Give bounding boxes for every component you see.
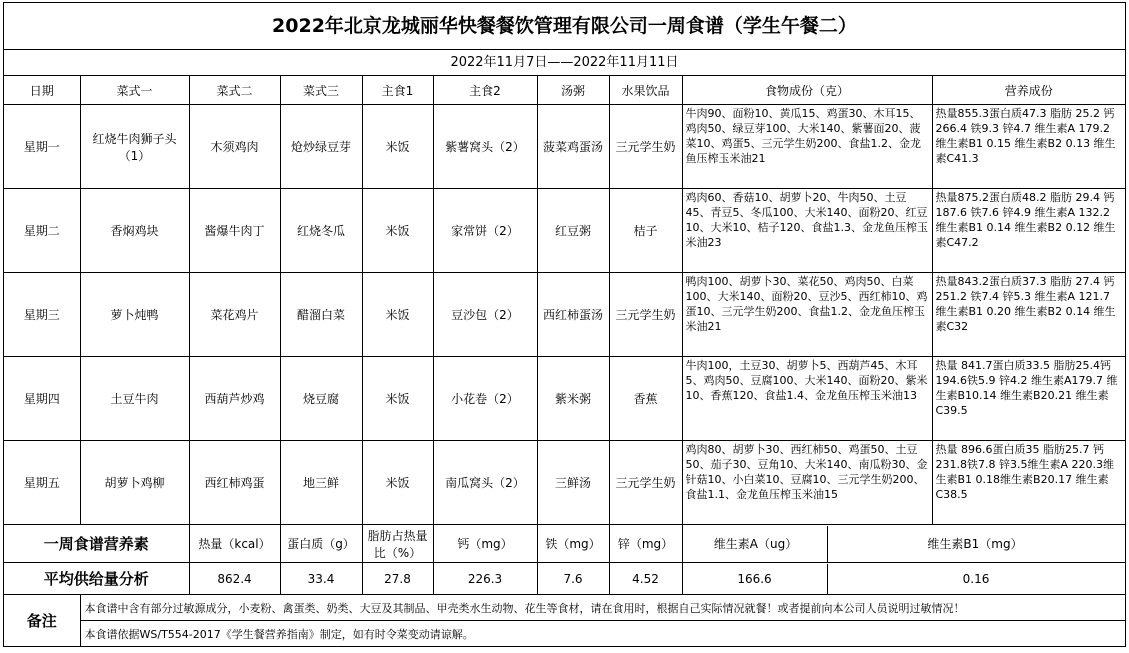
header-soup: 汤粥	[537, 76, 609, 105]
soup-cell: 菠菜鸡蛋汤	[537, 105, 609, 189]
staple1-cell: 米饭	[362, 189, 433, 273]
ingredients-cell: 鸭肉100、胡萝卜30、菜花50、鸡肉50、白菜100、大米140、面粉20、豆沙5、西红柿10、鸡蛋10、三元学生奶200、食盐1.2、金龙鱼压榨玉米油21	[682, 273, 932, 357]
dish3-cell: 炝炒绿豆芽	[280, 105, 362, 189]
fruit-cell: 三元学生奶	[609, 273, 682, 357]
staple2-cell: 豆沙包（2）	[433, 273, 537, 357]
notes-table	[4, 595, 1125, 647]
day-label: 星期五	[4, 441, 80, 525]
value-vit-a: 166.6	[683, 564, 828, 594]
nutrient-header-protein: 蛋白质（g）	[280, 525, 362, 563]
ingredients-cell: 牛肉90、面粉10、黄瓜15、鸡蛋30、木耳15、鸡肉50、绿豆芽100、大米140、紫薯面20、菠菜10、鸡蛋5、三元学生奶200、食盐1.2、金龙鱼压榨玉米油21	[682, 105, 932, 189]
value-calcium: 226.3	[433, 563, 537, 595]
staple2-cell: 家常饼（2）	[433, 189, 537, 273]
nutrition-cell: 热量875.2蛋白质48.2 脂肪 29.4 钙 187.6 铁7.6 锌4.9 维生素A 132.2 维生素B1 0.14 维生素B2 0.12 维生素C47.2	[932, 189, 1125, 273]
guideline-note: 本食谱依据WS/T554-2017《学生餐营养指南》制定，如有时令菜变动请谅解。	[80, 621, 1125, 647]
header-dish3: 菜式三	[280, 76, 362, 105]
day-label: 星期二	[4, 189, 80, 273]
fruit-cell: 三元学生奶	[609, 105, 682, 189]
staple2-cell: 紫薯窝头（2）	[433, 105, 537, 189]
header-dish1: 菜式一	[80, 76, 189, 105]
nutrition-cell: 热量 841.7蛋白质33.5 脂肪25.4钙194.6铁5.9 锌4.2 维生素A179.7 维生素B10.14 维生素B20.21 维生素C39.5	[932, 357, 1125, 441]
summary-label-weekly: 一周食谱营养素	[4, 525, 189, 563]
notes-row-2	[4, 621, 1125, 647]
menu-sheet	[3, 2, 1126, 647]
dish2-cell: 西葫芦炒鸡	[189, 357, 280, 441]
nutrition-cell: 热量843.2蛋白质37.3 脂肪 27.4 钙 251.2 铁7.4 锌5.3 维生素A 121.7 维生素B1 0.20 维生素B2 0.14 维生素C32	[932, 273, 1125, 357]
nutrient-header-row	[4, 525, 1125, 563]
notes-row-1	[4, 595, 1125, 621]
date-range: 2022年11月7日——2022年11月11日	[4, 50, 1125, 76]
ingredients-cell: 鸡肉80、胡萝卜30、西红柿50、鸡蛋50、土豆50、茄子30、豆角10、大米140、南瓜粉30、金针菇10、小白菜10、豆腐10、三元学生奶200、食盐1.1、金龙鱼压榨玉米油15	[682, 441, 932, 525]
nutrient-header-vit-b1: 维生素B1（mg）	[927, 536, 1023, 551]
dish1-cell: 萝卜炖鸭	[80, 273, 189, 357]
nutrient-header-vit-a-b1	[682, 525, 1125, 563]
table-row	[4, 189, 1125, 273]
header-row	[4, 76, 1125, 105]
soup-cell: 西红柿蛋汤	[537, 273, 609, 357]
ingredients-cell: 牛肉100，土豆30、胡萝卜5、西葫芦45、木耳5、鸡肉50、豆腐100、大米140、面粉20、紫米10、香蕉120、食盐1.4、金龙鱼压榨玉米油13	[682, 357, 932, 441]
day-label: 星期一	[4, 105, 80, 189]
dish3-cell: 红烧冬瓜	[280, 189, 362, 273]
dish2-cell: 西红柿鸡蛋	[189, 441, 280, 525]
page-title: 2022年北京龙城丽华快餐餐饮管理有限公司一周食谱（学生午餐二）	[4, 3, 1125, 50]
dish1-cell: 香焖鸡块	[80, 189, 189, 273]
dish3-cell: 醋溜白菜	[280, 273, 362, 357]
staple1-cell: 米饭	[362, 273, 433, 357]
dish3-cell: 烧豆腐	[280, 357, 362, 441]
header-ingredients: 食物成份（克）	[682, 76, 932, 105]
value-vit-b1: 0.16	[962, 571, 990, 586]
fruit-cell: 香蕉	[609, 357, 682, 441]
value-vit-a-b1	[682, 563, 1125, 595]
soup-cell: 三鲜汤	[537, 441, 609, 525]
staple2-cell: 南瓜窝头（2）	[433, 441, 537, 525]
staple2-cell: 小花卷（2）	[433, 357, 537, 441]
ingredients-cell: 鸡肉60、香菇10、胡萝卜20、牛肉50、土豆45、青豆5、冬瓜100、大米140、面粉20、红豆10、大米10、桔子120、食盐1.3、金龙鱼压榨玉米油23	[682, 189, 932, 273]
allergen-note: 本食谱中含有部分过敏源成分，小麦粉、禽蛋类、奶类、大豆及其制品、甲壳类水生动物、花生等食材，请在食用时，根据自己实际情况就餐！或者提前向本公司人员说明过敏情况！	[80, 595, 1125, 621]
soup-cell: 紫米粥	[537, 357, 609, 441]
value-iron: 7.6	[537, 563, 609, 595]
nutrition-cell: 热量 896.6蛋白质35 脂肪25.7 钙231.8铁7.8 锌3.5维生素A 220.3维生素B1 0.18维生素B20.17 维生素C38.5	[932, 441, 1125, 525]
staple1-cell: 米饭	[362, 441, 433, 525]
staple1-cell: 米饭	[362, 357, 433, 441]
day-label: 星期三	[4, 273, 80, 357]
value-protein: 33.4	[280, 563, 362, 595]
notes-label: 备注	[4, 595, 80, 646]
table-row	[4, 105, 1125, 189]
nutrient-header-fat-ratio: 脂肪占热量比（%）	[362, 525, 433, 563]
staple1-cell: 米饭	[362, 105, 433, 189]
weekly-menu-table	[4, 76, 1125, 595]
dish2-cell: 木须鸡肉	[189, 105, 280, 189]
fruit-cell: 桔子	[609, 189, 682, 273]
header-dish2: 菜式二	[189, 76, 280, 105]
table-row	[4, 441, 1125, 525]
dish2-cell: 菜花鸡片	[189, 273, 280, 357]
nutrient-header-iron: 铁（mg）	[537, 525, 609, 563]
table-row	[4, 357, 1125, 441]
dish1-cell: 红烧牛肉狮子头（1）	[80, 105, 189, 189]
fruit-cell: 三元学生奶	[609, 441, 682, 525]
value-energy: 862.4	[189, 563, 280, 595]
soup-cell: 红豆粥	[537, 189, 609, 273]
value-zinc: 4.52	[609, 563, 682, 595]
dish3-cell: 地三鲜	[280, 441, 362, 525]
summary-label-average: 平均供给量分析	[4, 563, 189, 595]
value-fat-ratio: 27.8	[362, 563, 433, 595]
header-fruit: 水果饮品	[609, 76, 682, 105]
header-date: 日期	[4, 76, 80, 105]
day-label: 星期四	[4, 357, 80, 441]
dish1-cell: 胡萝卜鸡柳	[80, 441, 189, 525]
header-nutrition: 营养成份	[932, 76, 1125, 105]
nutrient-header-calcium: 钙（mg）	[433, 525, 537, 563]
dish2-cell: 酱爆牛肉丁	[189, 189, 280, 273]
nutrient-header-zinc: 锌（mg）	[609, 525, 682, 563]
nutrient-value-row	[4, 563, 1125, 595]
table-row	[4, 273, 1125, 357]
nutrient-header-energy: 热量（kcal）	[189, 525, 280, 563]
nutrient-header-vit-a: 维生素A（ug）	[685, 526, 828, 562]
header-staple2: 主食2	[433, 76, 537, 105]
dish1-cell: 土豆牛肉	[80, 357, 189, 441]
nutrition-cell: 热量855.3蛋白质47.3 脂肪 25.2 钙 266.4 铁9.3 锌4.7 维生素A 179.2 维生素B1 0.15 维生素B2 0.13 维生素C41.3	[932, 105, 1125, 189]
header-staple1: 主食1	[362, 76, 433, 105]
